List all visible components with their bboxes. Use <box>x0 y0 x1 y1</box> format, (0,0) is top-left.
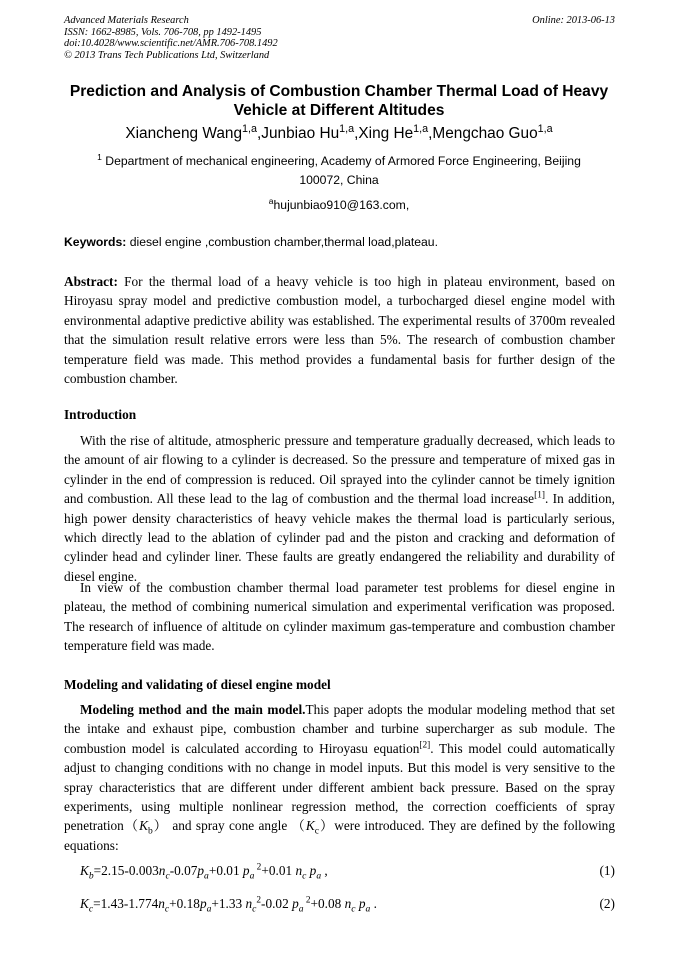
author-email <box>80 197 598 213</box>
online-date: Online: 2013-06-13 <box>532 15 615 26</box>
keywords <box>64 234 615 250</box>
abstract-text: For the thermal load of a heavy vehicle is too high in plateau environment, based on Hiroyasu spray model and predictive combustion model, a turbocharged diesel engine model with environmental adaptive predictive ability was established. The experimental results of 3700m revealed that the simulation result relative errors were less than 5%. The research of combustion chamber temperature field was made. This method provides a fundamental basis for further design of the combustion chamber. <box>64 274 615 387</box>
modeling-paragraph-text-c: ） and spray cone angle （ <box>152 818 306 834</box>
kb-symbol: K <box>139 818 148 834</box>
doi-line: doi:10.4028/www.scientific.net/AMR.706-708.1492 <box>64 38 278 50</box>
author-separator: , <box>428 125 433 142</box>
author-name: Mengchao Guo <box>432 125 538 142</box>
kc-subscript: c <box>314 826 319 838</box>
subsection-lead: Modeling method and the main model. <box>80 702 306 717</box>
modeling-paragraph-text-b: . This model could automatically adjust to changing conditions with no change in model inputs. But this model is very sensitive to the spray characteristics that are different under different ambient back pressure. Based on the spray experiments, using multiple nonlinear regression method, the correction coefficients of spray penetration（ <box>64 740 615 834</box>
abstract-label: Abstract: <box>64 274 118 289</box>
affiliation <box>80 152 598 189</box>
abstract <box>64 272 615 388</box>
author-name: Junbiao Hu <box>261 125 340 142</box>
intro-paragraph-2: In view of the combustion chamber thermal load parameter test problems for diesel engine in plateau, the method of combining numerical simulation and experimental verification was proposed. The research of influence of altitude on cylinder maximum gas-temperature and combustion chamber temperature field was made. <box>64 580 615 654</box>
kc-symbol: K <box>305 818 315 834</box>
copyright-line: © 2013 Trans Tech Publications Ltd, Switzerland <box>64 49 270 61</box>
affiliation-mark: 1 <box>97 151 102 162</box>
equation-1-number: (1) <box>599 863 615 878</box>
modeling-paragraph-text-d: ）were introduced. They are defined by the following equations: <box>64 818 615 853</box>
author-affiliation-mark: 1,a <box>339 122 355 135</box>
equation-2-number: (2) <box>599 896 615 911</box>
author-name: Xing He <box>358 125 414 142</box>
citation-1: [1] <box>534 490 545 501</box>
equation-1-expression: $K_b=2.15-0.003n_c-0.07p_a+0.01$ $p_a$ $^2$+0.01 $n_c$ $p_a$ , <box>80 862 328 882</box>
journal-name: Advanced Materials Research <box>64 15 189 26</box>
author-list <box>40 124 638 144</box>
intro-paragraph-1-text-b: . In addition, high power density characteristics of heavy vehicle makes the thermal load is particularly serious, which directly lead to the ablation of cylinder pad and the piston and cracking and deformation of cylinder head and cylinder liner. These faults are greatly endangered the reliability and durability of diesel engine. <box>64 491 616 584</box>
author-separator: , <box>354 125 359 142</box>
email-mark: a <box>268 195 274 206</box>
equation-2 <box>80 895 615 915</box>
section-heading-modeling: Modeling and validating of diesel engine model <box>64 677 331 692</box>
equation-1 <box>80 862 615 882</box>
modeling-paragraph-1 <box>64 700 615 855</box>
intro-paragraph-1 <box>64 431 615 586</box>
kb-subscript: b <box>147 826 153 838</box>
journal-header <box>64 15 615 61</box>
section-heading-introduction: Introduction <box>64 407 137 422</box>
author-affiliation-mark: 1,a <box>413 122 429 135</box>
intro-paragraph-1-text-a: With the rise of altitude, atmospheric pressure and temperature gradually decreased, which leads to the amount of air flowing to a cylinder is decreased. So the pressure and temperature of mixed gas in cylinder in the end of compression is reduced. Oil sprayed into the cylinder cannot be timely ignition and combustion. All these lead to the lag of combustion and the thermal load increase <box>64 433 615 507</box>
email-address: hujunbiao910@163.com, <box>273 198 410 212</box>
author-name: Xiancheng Wang <box>125 125 243 142</box>
affiliation-text: Department of mechanical engineering, Academy of Armored Force Engineering, Beijing 100072, China <box>105 154 581 187</box>
equation-2-expression: $K_c=1.43-1.774n_c+0.18p_a+1.33$ $n_c^2-0.02$ $p_a$ $^2$+0.08 $n_c$ $p_a$ . <box>80 895 377 915</box>
issn-line: ISSN: 1662-8985, Vols. 706-708, pp 1492-1495 <box>64 26 262 38</box>
keywords-text: diesel engine ,combustion chamber,thermal load,plateau. <box>129 235 438 249</box>
paper-title: Prediction and Analysis of Combustion Chamber Thermal Load of Heavy Vehicle at Different Altitudes <box>69 83 609 119</box>
author-separator: , <box>256 125 262 142</box>
author-affiliation-mark: 1,a <box>537 122 553 135</box>
author-affiliation-mark: 1,a <box>242 122 257 135</box>
keywords-label: Keywords: <box>64 235 127 249</box>
modeling-paragraph-text-a: This paper adopts the modular modeling method that set the intake and exhaust pipe, combustion chamber and turbine supercharger as sub module. The combustion model is calculated according to Hiroyasu equation <box>64 702 615 756</box>
citation-2: [2] <box>419 740 431 751</box>
